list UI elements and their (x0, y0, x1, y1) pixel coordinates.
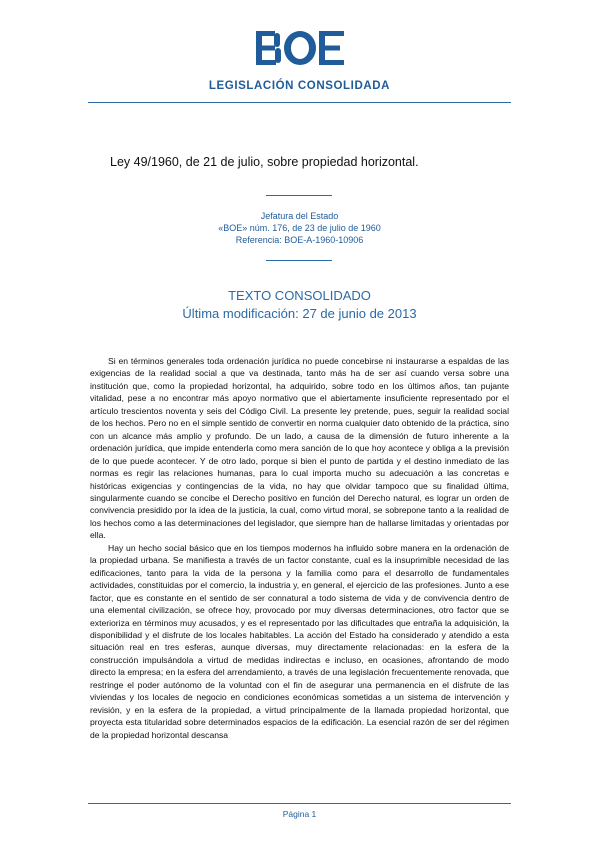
header-divider (88, 102, 511, 103)
publication-divider (266, 260, 332, 261)
last-modified-line: Última modificación: 27 de junio de 2013 (182, 306, 417, 321)
title-divider (266, 195, 332, 196)
boe-issue-line: «BOE» núm. 176, de 23 de julio de 1960 (218, 223, 381, 233)
document-type-heading: LEGISLACIÓN CONSOLIDADA (208, 80, 391, 92)
boe-logo (255, 29, 345, 67)
footer-divider (88, 803, 511, 804)
consolidated-text-block (0, 287, 599, 323)
publication-info (0, 210, 599, 246)
consolidated-heading: TEXTO CONSOLIDADO (228, 288, 371, 303)
preamble-paragraph: Si en términos generales toda ordenación jurídica no puede concebirse ni instaurarse a espaldas de las exigencias de la realidad social a que va destinada, tanto más ha de ser así cuando versa sobre una institución que, como la propiedad horizontal, ha adquirido, sobre todo en los últimos años, tan pujante vitalidad, pese a no encontrar más apoyo normativo que el abiertamente insuficiente representado por el artículo trescientos noventa y seis del Código Civil. La presente ley pretende, pues, seguir la realidad social de los hechos. Pero no en el simple sentido de convertir en norma cualquier dato obtenido de la práctica, sino con un alcance más amplio y profundo. De un lado, a causa de la dimensión de futuro inherente a la ordenación jurídica, que impide entenderla como mera sanción de lo que hoy acontece y obliga a la previsión de lo que puede acontecer. Y de otro lado, porque si bien el punto de partida y el destino inmediato de las normas es regir las relaciones humanas, para lo cual importa mucho su adecuación a las concretas e históricas exigencias y contingencias de la vida, no hay que olvidar tampoco que su finalidad última, singularmente cuando se concibe el Derecho positivo en función del Derecho natural, es lograr un orden de convivencia presidido por la idea de la justicia, la cual, como virtud moral, se sobrepone tanto a la realidad de los hechos como a las determinaciones del legislador, que siempre han de hallarse limitadas y orientadas por ella. (90, 356, 509, 541)
preamble-paragraph: Hay un hecho social básico que en los tiempos modernos ha influido sobre manera en la ordenación de la propiedad urbana. Se manifiesta a través de un factor constante, cual es la insuprimible necesidad de las edificaciones, tanto para la vida de la persona y la familia como para el desarrollo de fundamentales actividades, constituidas por el comercio, la industria y, en general, el ejercicio de las profesiones. Junto a ese factor, que es constante en el sentido de ser connatural a todo sistema de vida y de convivencia dentro de una elemental civilización, se ofrece hoy, provocado por muy diversas determinaciones, otro factor que se exterioriza en términos muy acusados, y es el representado por las dificultades que entraña la adquisición, la disponibilidad y el disfrute de los locales habitables. La acción del Estado ha considerado y atendido a esta situación real en tres esferas, aunque diversas, muy directamente relacionadas: en la esfera de la construcción impulsándola a virtud de medidas indirectas e incluso, en ocasiones, afrontando de modo directo la empresa; en la esfera del arrendamiento, a través de una legislación frecuentemente renovada, que restringe el poder autónomo de la voluntad con el fin de asegurar una permanencia en el disfrute de las viviendas y los locales de negocio en condiciones económicas sometidas a un sistema de intervención y revisión, y en la esfera de la propiedad, a virtud principalmente de la llamada propiedad horizontal, que proyecta esta titularidad sobre determinados espacios de la edificación. La esencial razón de ser del régimen de la propiedad horizontal descansa (90, 542, 509, 740)
law-title: Ley 49/1960, de 21 de julio, sobre propiedad horizontal. (110, 155, 419, 169)
page-number: Página 1 (282, 809, 317, 819)
issuing-department: Jefatura del Estado (260, 211, 339, 221)
boe-reference: Referencia: BOE-A-1960-10906 (235, 235, 364, 245)
preamble-body (90, 355, 509, 741)
